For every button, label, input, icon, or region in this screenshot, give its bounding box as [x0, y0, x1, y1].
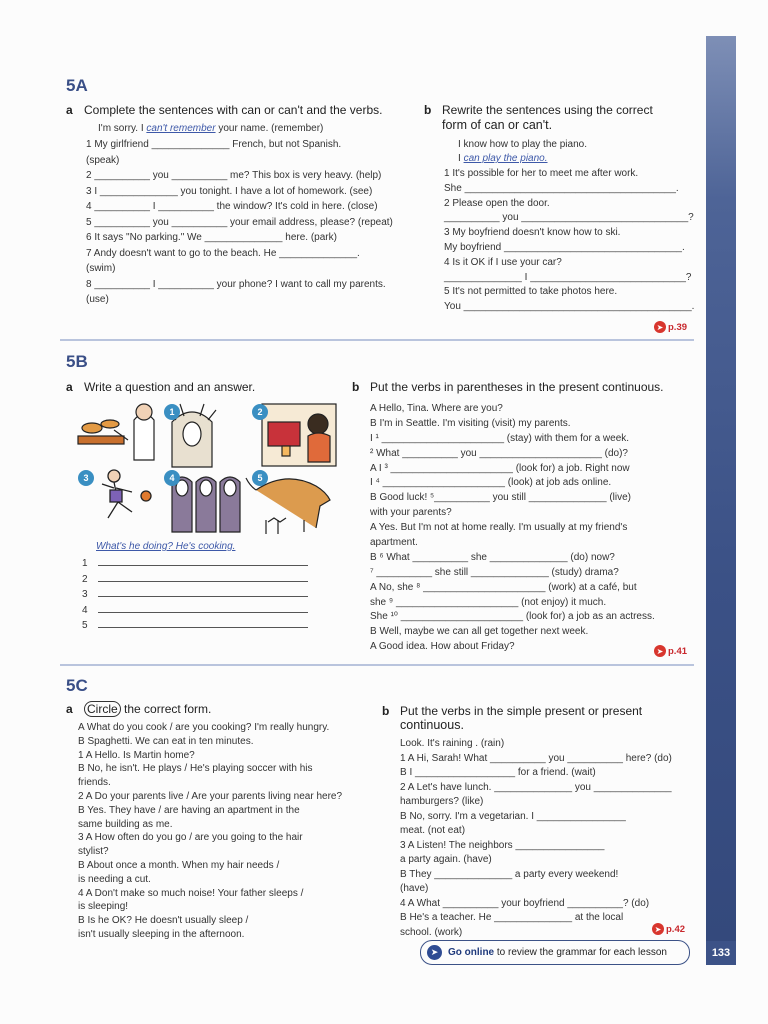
exercise-line: 4 Is it OK if I use your car?	[444, 256, 562, 268]
exercise-line: A What do you cook / are you cooking? I'm really hungry.	[78, 722, 330, 733]
answer-line[interactable]	[98, 603, 308, 613]
exercise-letter: b	[352, 380, 360, 394]
exercise-line: 3 A Listen! The neighbors ________________	[400, 839, 605, 851]
section-divider	[60, 339, 694, 341]
picture-number-3: 3	[78, 470, 94, 486]
exercise-line: __________ you ______________________________?	[444, 212, 694, 224]
exercise-line: B ⁶ What __________ she ______________ (do) now?	[370, 551, 615, 563]
exercise-line: B Yes. They have / are having an apartment in the	[78, 804, 300, 816]
exercise-line: ⁷ __________ she still ______________ (study) drama?	[370, 566, 619, 578]
answer-line[interactable]	[98, 556, 308, 566]
go-online-label: Go online	[448, 947, 495, 958]
section-divider	[60, 664, 694, 666]
exercise-letter: b	[382, 704, 390, 718]
exercise-line: B They ______________ a party every weekend!	[400, 868, 619, 880]
exercise-5a-a-example: I'm sorry. I can't remember your name. (remember)	[98, 123, 324, 134]
exercise-line: B Is he OK? He doesn't usually sleep /	[78, 915, 249, 927]
exercise-line: You _________________________________________.	[444, 301, 695, 313]
exercise-line: I ⁴ ______________________ (look) at job ads online.	[370, 477, 612, 489]
exercise-line: (speak)	[86, 154, 120, 166]
exercise-line: B About once a month. When my hair needs /	[78, 859, 280, 871]
exercise-5b-a-list	[82, 556, 308, 634]
exercise-line: 4 __________ I __________ the window? It's cold in here. (close)	[86, 201, 378, 212]
section-title-5a: 5A	[66, 76, 88, 95]
exercise-line: B Good luck! ⁵__________ you still ______________ (live)	[370, 492, 631, 504]
arrow-icon: ➤	[652, 923, 664, 935]
exercise-line: 5	[82, 618, 308, 634]
side-color-bar	[706, 36, 736, 941]
picture-number-2: 2	[252, 404, 268, 420]
section-title-5b: 5B	[66, 352, 88, 371]
exercise-line: B No, sorry. I'm a vegetarian. I ________________	[400, 810, 626, 822]
exercise-line: 4	[82, 603, 308, 619]
exercise-line: she ⁹ ______________________ (not enjoy) it much.	[370, 596, 607, 608]
exercise-letter: a	[66, 103, 73, 117]
exercise-5a-b-example-2: I can play the piano.	[458, 153, 548, 164]
exercise-line: is sleeping!	[78, 901, 129, 913]
exercise-line: 3 A How often do you go / are you going to the hair	[78, 832, 303, 844]
exercise-line: hamburgers? (like)	[400, 796, 484, 807]
exercise-line: 8 __________ I __________ your phone? I want to call my parents.	[86, 278, 386, 290]
exercise-line: 1 A Hello. Is Martin home?	[78, 749, 195, 761]
exercise-line: 1 A Hi, Sarah! What __________ you __________ here? (do)	[400, 752, 672, 764]
picture-cooking	[78, 404, 154, 460]
exercise-line: A Hello, Tina. Where are you?	[370, 403, 503, 414]
exercise-line: (use)	[86, 294, 109, 305]
exercise-pictures	[72, 400, 342, 540]
picture-cat	[246, 478, 330, 534]
exercise-line: is needing a cut.	[78, 873, 151, 885]
exercise-line: A I ³ ______________________ (look for) a job. Right now	[370, 462, 630, 474]
answer-line[interactable]	[98, 572, 308, 582]
exercise-5c-a-list	[78, 721, 342, 942]
example-answer: can play the piano.	[463, 153, 548, 164]
exercise-line: 3 I ______________ you tonight. I have a lot of homework. (see)	[86, 185, 373, 197]
exercise-line: 2 A Let's have lunch. ______________ you ______________	[400, 781, 672, 793]
exercise-line: A Yes. But I'm not at home really. I'm usually at my friend's	[370, 522, 628, 534]
go-online-banner[interactable]	[420, 940, 690, 965]
exercise-line: Look. It's raining . (rain)	[400, 738, 505, 749]
exercise-line: meat. (not eat)	[400, 825, 466, 836]
picture-tv	[262, 404, 336, 466]
exercise-5b-a-heading: a Write a question and an answer.	[66, 380, 256, 394]
arrow-icon: ➤	[654, 321, 666, 333]
exercise-5a-b-example-1: I know how to play the piano.	[458, 139, 587, 150]
picture-runner	[102, 470, 151, 518]
exercise-5b-b-heading: b Put the verbs in parentheses in the present continuous.	[352, 380, 664, 394]
exercise-line: 2	[82, 572, 308, 588]
exercise-5c-b-heading: b Put the verbs in the simple present or present	[382, 704, 643, 718]
exercise-line: 4 A Don't make so much noise! Your father sleeps /	[78, 887, 304, 899]
exercise-5c-b-list	[400, 737, 672, 940]
go-online-icon: ➤	[427, 945, 442, 960]
exercise-line: B I'm in Seattle. I'm visiting (visit) my parents.	[370, 417, 571, 429]
exercise-5a-b-list	[444, 167, 694, 315]
picture-number-4: 4	[164, 470, 180, 486]
exercise-line: (swim)	[86, 263, 116, 274]
page-ref-5a[interactable]: ➤ p.39	[654, 321, 687, 333]
exercise-line: She ______________________________________.	[444, 182, 679, 194]
exercise-5a-a-heading	[66, 103, 382, 118]
exercise-line: B He's a teacher. He ______________ at the local	[400, 912, 624, 923]
page-ref-5c[interactable]: ➤ p.42	[652, 923, 685, 935]
exercise-line: A Good idea. How about Friday?	[370, 641, 515, 653]
exercise-line: 2 __________ you __________ me? This box is very heavy. (help)	[86, 170, 382, 181]
exercise-line: B I __________________ for a friend. (wait)	[400, 767, 596, 778]
exercise-line: 1 It's possible for her to meet me after work.	[444, 168, 639, 179]
exercise-line: B Spaghetti. We can eat in ten minutes.	[78, 735, 254, 747]
exercise-line: 5 __________ you __________ your email address, please? (repeat)	[86, 216, 393, 228]
exercise-line: 2 A Do your parents live / Are your parents living near here?	[78, 790, 343, 802]
page-ref-5b[interactable]: ➤ p.41	[654, 645, 687, 657]
exercise-line: isn't usually sleeping in the afternoon.	[78, 928, 245, 940]
exercise-line: 1	[82, 556, 308, 572]
exercise-line: same building as me.	[78, 818, 173, 830]
exercise-line: 1 My girlfriend ______________ French, but not Spanish.	[86, 139, 342, 150]
go-online-text: to review the grammar for each lesson	[494, 947, 667, 958]
exercise-line: 5 It's not permitted to take photos here.	[444, 286, 618, 298]
exercise-instruction: Complete the sentences with can or can't and the verbs.	[84, 103, 383, 117]
picture-number-1: 1	[164, 404, 180, 420]
exercise-line: A No, she ⁸ ______________________ (work) at a café, but	[370, 581, 637, 593]
exercise-5b-a-example: What's he doing? He's cooking.	[96, 541, 236, 552]
exercise-line: I ¹ ______________________ (stay) with them for a week.	[370, 432, 630, 444]
exercise-5c-b-instruction-line2: continuous.	[400, 718, 464, 732]
exercise-line: 3 My boyfriend doesn't know how to ski.	[444, 227, 621, 239]
exercise-5a-a-list	[86, 137, 393, 308]
picture-singers	[172, 477, 240, 532]
exercise-letter: a	[66, 380, 73, 394]
exercise-line: friends.	[78, 777, 111, 789]
exercise-5a-b-instruction-line2: form of can or can't.	[442, 118, 553, 132]
example-answer: can't remember	[146, 123, 216, 134]
section-title-5c: 5C	[66, 676, 88, 695]
exercise-5b-b-list	[370, 402, 655, 655]
exercise-letter: b	[424, 103, 432, 117]
exercise-line: 3	[82, 587, 308, 603]
arrow-icon: ➤	[654, 645, 666, 657]
exercise-line: school. (work)	[400, 926, 463, 938]
exercise-line: B No, he isn't. He plays / He's playing soccer with his	[78, 763, 313, 775]
exercise-line: 6 It says "No parking." We ______________ here. (park)	[86, 232, 337, 243]
page-number: 133	[706, 941, 736, 965]
answer-line[interactable]	[98, 618, 308, 628]
exercise-line: 4 A What __________ your boyfriend __________? (do)	[400, 897, 650, 909]
exercise-line: B Well, maybe we can all get together next week.	[370, 626, 589, 638]
picture-number-5: 5	[252, 470, 268, 486]
circle-word: Circle	[84, 701, 121, 717]
exercise-5a-b-heading: b Rewrite the sentences using the correct	[424, 103, 653, 117]
exercise-5c-a-heading: a Circle the correct form.	[66, 702, 212, 716]
exercise-line: with your parents?	[370, 507, 452, 519]
exercise-line: 7 Andy doesn't want to go to the beach. He ______________.	[86, 247, 360, 259]
exercise-line: a party again. (have)	[400, 854, 492, 865]
exercise-line: apartment.	[370, 537, 418, 549]
exercise-line: (have)	[400, 883, 429, 894]
exercise-line: She ¹⁰ ______________________ (look for) a job as an actress.	[370, 611, 655, 623]
answer-line[interactable]	[98, 587, 308, 597]
exercise-line: stylist?	[78, 846, 109, 858]
exercise-line: ² What __________ you ______________________ (do)?	[370, 447, 628, 459]
exercise-line: ______________ I ____________________________?	[444, 271, 692, 283]
exercise-line: 2 Please open the door.	[444, 197, 550, 209]
exercise-letter: a	[66, 702, 73, 716]
exercise-line: My boyfriend ________________________________.	[444, 241, 685, 253]
